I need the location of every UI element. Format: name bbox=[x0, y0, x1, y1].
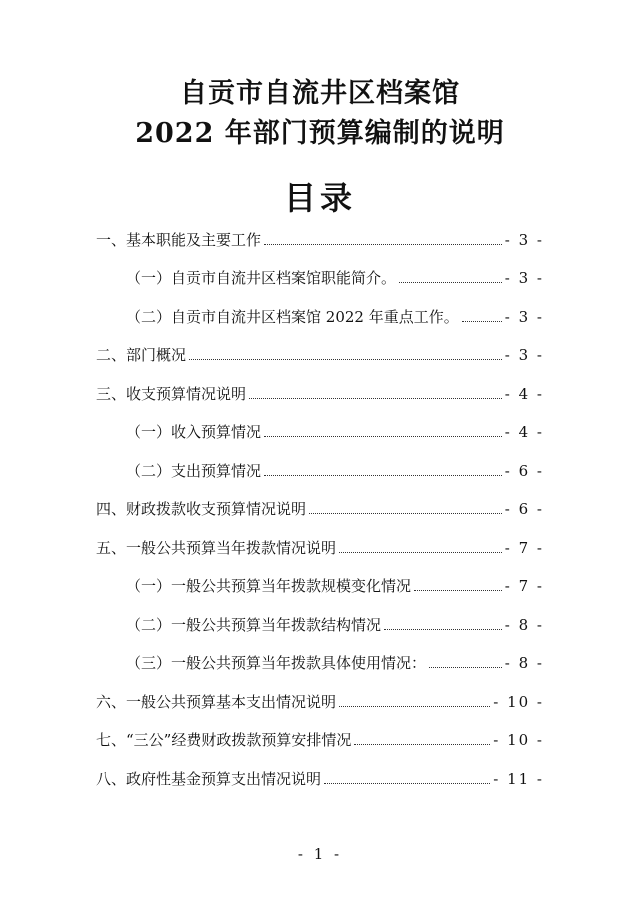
toc-entry-page: - 8 - bbox=[504, 616, 544, 634]
toc-entry-title: （二）一般公共预算当年拨款结构情况 bbox=[126, 616, 382, 634]
toc-dot-leader bbox=[189, 359, 502, 360]
toc-entry[interactable] bbox=[126, 266, 544, 290]
toc-entry[interactable] bbox=[96, 382, 544, 406]
toc-dot-leader bbox=[399, 282, 502, 283]
toc-entry-title: 八、政府性基金预算支出情况说明 bbox=[96, 770, 322, 788]
toc-entry-title: （一）自贡市自流井区档案馆职能简介。 bbox=[126, 269, 397, 287]
document-title-line1: 自贡市自流井区档案馆 bbox=[180, 78, 460, 109]
toc-dot-leader bbox=[249, 398, 502, 399]
toc-entry-page: - 3 - bbox=[504, 269, 544, 287]
toc-heading: 目录 bbox=[283, 179, 356, 217]
toc-entry-title: 四、财政拨款收支预算情况说明 bbox=[96, 500, 307, 518]
toc-entry-page: - 7 - bbox=[504, 539, 544, 557]
toc-entry-page: - 3 - bbox=[504, 346, 544, 364]
toc-dot-leader bbox=[339, 706, 490, 707]
toc-dot-leader bbox=[264, 244, 502, 245]
toc-entry-title: 二、部门概况 bbox=[96, 346, 187, 364]
toc-entry[interactable] bbox=[126, 459, 544, 483]
toc-entry-title: 一、基本职能及主要工作 bbox=[96, 231, 262, 249]
toc-entry[interactable] bbox=[126, 574, 544, 598]
toc-entry[interactable] bbox=[126, 305, 544, 329]
toc-entry-title: 六、一般公共预算基本支出情况说明 bbox=[96, 693, 337, 711]
toc-entry-title: （一）一般公共预算当年拨款规模变化情况 bbox=[126, 577, 412, 595]
toc-entry[interactable] bbox=[126, 420, 544, 444]
toc-entry-title: 三、收支预算情况说明 bbox=[96, 385, 247, 403]
toc-dot-leader bbox=[339, 552, 502, 553]
toc-entry[interactable] bbox=[96, 497, 544, 521]
toc-entry[interactable] bbox=[96, 228, 544, 252]
toc-dot-leader bbox=[264, 475, 502, 476]
toc-entry[interactable] bbox=[96, 690, 544, 714]
toc-entry-page: - 3 - bbox=[504, 308, 544, 326]
toc-entry-page: - 6 - bbox=[504, 462, 544, 480]
toc-dot-leader bbox=[462, 321, 502, 322]
toc-dot-leader bbox=[324, 783, 490, 784]
toc-dot-leader bbox=[384, 629, 502, 630]
toc-entry[interactable] bbox=[96, 536, 544, 560]
toc-entry-page: - 7 - bbox=[504, 577, 544, 595]
toc-dot-leader bbox=[264, 436, 502, 437]
toc-entry[interactable] bbox=[126, 613, 544, 637]
toc-entry[interactable] bbox=[96, 767, 544, 791]
toc-entry-page: - 11 - bbox=[493, 770, 544, 788]
page-number: - 1 - bbox=[297, 845, 343, 863]
toc-entry-title: （二）支出预算情况 bbox=[126, 462, 262, 480]
toc-entry-page: - 10 - bbox=[493, 731, 544, 749]
toc-entry[interactable] bbox=[96, 343, 544, 367]
toc-dot-leader bbox=[309, 513, 502, 514]
document-title-line2: 2022 年部门预算编制的说明 bbox=[135, 118, 505, 149]
toc-entry-title: （一）收入预算情况 bbox=[126, 423, 262, 441]
toc-entry-page: - 3 - bbox=[504, 231, 544, 249]
toc-entry[interactable] bbox=[126, 651, 544, 675]
toc-entry-page: - 4 - bbox=[504, 385, 544, 403]
toc-entry-page: - 8 - bbox=[504, 654, 544, 672]
toc-entry-title: （三）一般公共预算当年拨款具体使用情况： bbox=[126, 654, 427, 672]
toc-dot-leader bbox=[429, 667, 502, 668]
toc-entry[interactable] bbox=[96, 728, 544, 752]
toc-entry-title: 五、一般公共预算当年拨款情况说明 bbox=[96, 539, 337, 557]
toc-dot-leader bbox=[414, 590, 502, 591]
toc-entry-page: - 6 - bbox=[504, 500, 544, 518]
toc-entry-page: - 4 - bbox=[504, 423, 544, 441]
toc-entry-page: - 10 - bbox=[493, 693, 544, 711]
toc-entry-title: （二）自贡市自流井区档案馆 2022 年重点工作。 bbox=[126, 308, 459, 326]
toc-dot-leader bbox=[354, 744, 490, 745]
toc-entry-title: 七、“三公”经费财政拨款预算安排情况 bbox=[96, 731, 352, 749]
